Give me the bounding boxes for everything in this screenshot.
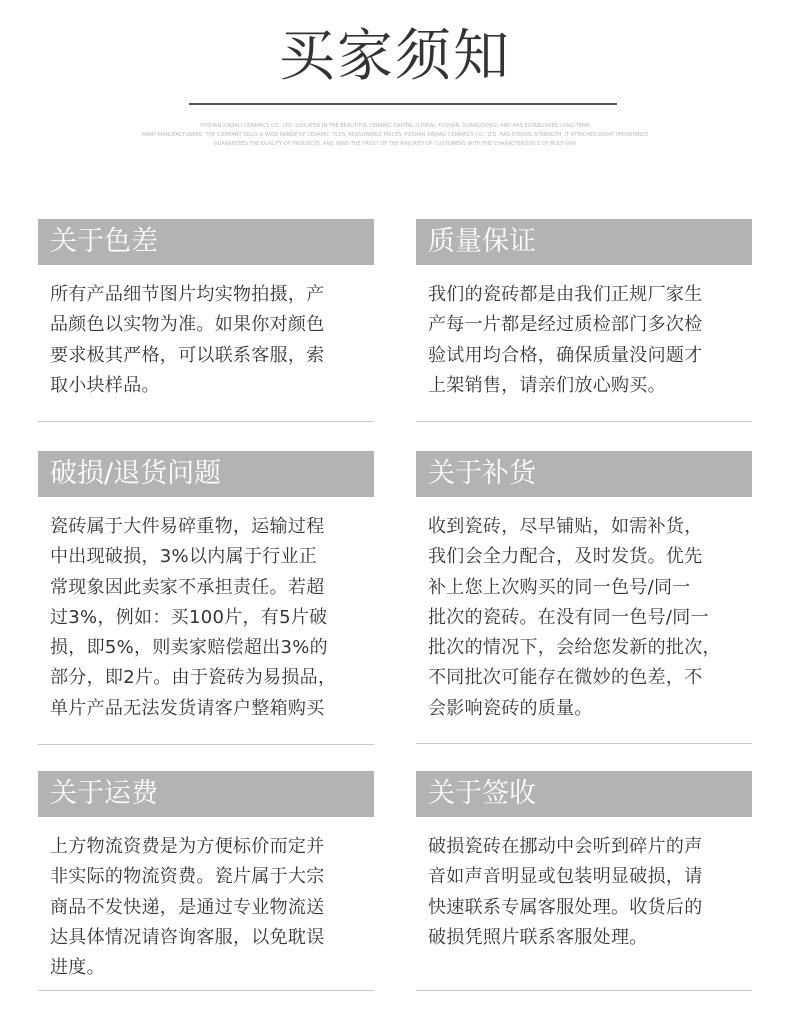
card-signing [416,771,752,953]
card-text-line: 音如声音明显或包装明显破损，请 [428,866,703,888]
card-divider [38,421,374,422]
fine-print-line: GUARANTEES THE QUALITY OF PRODUCTS, AND WINS THE TRUST OF THE MAJORITY OF CUSTOMERS WITH THE CHARACTERISTICS OF MULTI-VAR [213,141,577,147]
card-text-line: 批次的瓷砖。在没有同一色号/同一 [428,606,709,628]
card-title: 破损/退货问题 [38,451,374,497]
card-text-line: 快速联系专属客服处理。收货后的 [428,896,703,918]
card-divider [416,743,752,744]
card-text-line: 取小块样品。 [50,374,160,396]
card-text-line: 上方物流资费是为方便标价而定并 [50,836,325,857]
card-body [416,497,752,724]
card-text-line: 不同批次可能存在微妙的色差，不 [428,667,703,689]
card-text-line: 破损凭照片联系客服处理。 [428,926,648,948]
page-header [0,0,790,170]
card-text-line: 会影响瓷砖的质量。 [428,697,593,719]
page-title: 买家须知 [279,24,511,89]
card-text-line: 非实际的物流资费。瓷片属于大宗 [50,866,325,888]
card-body [38,497,374,724]
card-color-difference [38,219,374,401]
card-text-line: 我们会全力配合，及时发货。优先 [428,546,703,568]
card-text-line: 产每一片都是经过质检部门多次检 [428,314,703,336]
card-text-line: 批次的情况下，会给您发新的批次， [428,637,721,659]
card-divider [38,744,374,745]
card-text-line: 损，即5%，则卖家赔偿超出3%的 [50,637,328,659]
card-text-line: 我们的瓷砖都是由我们正规厂家生 [428,284,703,305]
title-divider [189,103,617,105]
card-quality-guarantee [416,219,752,401]
card-text-line: 验试用均合格，确保质量没问题才 [428,344,703,366]
card-body [416,265,752,401]
card-text-line: 所有产品细节图片均实物拍摄，产 [50,284,325,305]
card-text-line: 补上您上次购买的同一色号/同一 [428,576,691,598]
card-text-line: 常现象因此卖家不承担责任。若超 [50,576,325,598]
card-title: 关于色差 [38,219,374,265]
card-body [38,265,374,401]
card-body [38,817,374,983]
card-title: 关于签收 [416,771,752,817]
card-text-line: 商品不发快递，是通过专业物流送 [50,896,325,918]
card-divider [38,990,374,991]
card-text-line: 单片产品无法发货请客户整箱购买 [50,697,325,719]
card-text-line: 中出现破损，3%以内属于行业正 [50,546,318,568]
card-text-line: 破损瓷砖在挪动中会听到碎片的声 [428,836,703,857]
card-text-line: 上架销售，请亲们放心购买。 [428,374,666,396]
card-text-line: 达具体情况请咨询客服，以免耽误 [50,926,325,948]
card-text-line: 收到瓷砖，尽早铺贴，如需补货， [428,516,703,537]
card-title: 关于补货 [416,451,752,497]
card-restock [416,451,752,724]
card-text-line: 瓷砖属于大件易碎重物，运输过程 [50,516,325,537]
card-title: 关于运费 [38,771,374,817]
card-text-line: 要求极其严格，可以联系客服，索 [50,344,325,366]
card-text-line: 过3%，例如：买100片，有5片破 [50,606,328,628]
card-body [416,817,752,953]
card-title: 质量保证 [416,219,752,265]
card-text-line: 部分，即2片。由于瓷砖为易损品， [50,667,337,689]
card-shipping [38,771,374,983]
card-text-line: 进度。 [50,957,105,979]
fine-print-line: FOSHAN XINJIALI CERAMICS CO., LTD. (LOCATED IN THE BEAUTIFUL CERAMIC CAPITAL (CHINA), FOSHAN, GUANGDONG) AND HAS ESTABLISHED LONG-TERM [200,123,590,129]
card-text-line: 品颜色以实物为准。如果你对颜色 [50,314,325,336]
card-divider [416,990,752,991]
card-damage-returns [38,451,374,724]
card-divider [416,421,752,422]
fine-print-line: MANY MANUFACTURERS. THE COMPANY SELLS A WIDE RANGE OF CERAMIC TILES, REASONABLE PRICES. FOSHAN XINJIALI CERAMICS CO., LTD. HAS STRONG STRENGTH. IT ATTACHES GREAT IMPORTANCE [141,132,649,138]
